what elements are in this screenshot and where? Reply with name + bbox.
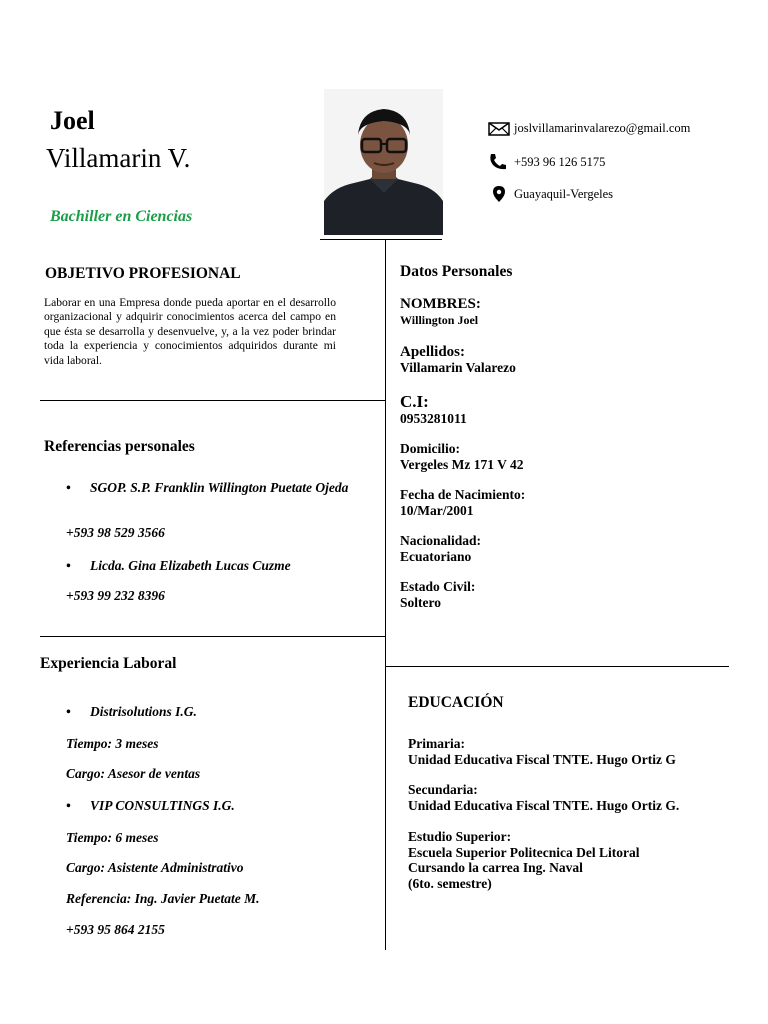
- divider-references: [40, 636, 385, 637]
- divider-objective: [40, 400, 385, 401]
- field-value: Vergeles Mz 171 V 42: [400, 457, 524, 472]
- contact-location: [488, 186, 613, 202]
- field-label: Domicilio:: [400, 441, 460, 456]
- bullet: •: [66, 704, 71, 719]
- job-time: Tiempo: 3 meses: [66, 736, 159, 751]
- location-text: Guayaquil-Vergeles: [514, 186, 614, 201]
- field-value: 0953281011: [400, 411, 467, 426]
- field-label: Fecha de Nacimiento:: [400, 487, 526, 502]
- reference-name: Licda. Gina Elizabeth Lucas Cuzme: [90, 558, 291, 573]
- reference-phone: +593 98 529 3566: [66, 525, 165, 540]
- reference-item: [66, 558, 356, 574]
- last-name: Villamarin V.: [46, 143, 191, 173]
- field-label: Estado Civil:: [400, 579, 476, 594]
- divider-personal: [385, 666, 729, 667]
- field-value: 10/Mar/2001: [400, 503, 474, 518]
- field-value: Willington Joel: [400, 313, 479, 327]
- reference-phone: +593 99 232 8396: [66, 588, 165, 603]
- education-label: Primaria:: [408, 736, 465, 751]
- job-company: VIP CONSULTINGS I.G.: [90, 798, 235, 813]
- education-line: Cursando la carrea Ing. Naval: [408, 860, 583, 875]
- job-role: Cargo: Asistente Administrativo: [66, 860, 244, 875]
- experience-heading: Experiencia Laboral: [40, 655, 177, 672]
- field-value: Soltero: [400, 595, 441, 610]
- reference-item: [66, 480, 356, 496]
- job-time: Tiempo: 6 meses: [66, 830, 159, 845]
- job-reference-phone: +593 95 864 2155: [66, 922, 165, 937]
- education-line: Escuela Superior Politecnica Del Litoral: [408, 844, 640, 860]
- field-label: Nacionalidad:: [400, 533, 482, 548]
- field-label: C.I:: [400, 392, 429, 411]
- education-item: [408, 829, 639, 891]
- contact-email[interactable]: [488, 121, 690, 136]
- education-label: Secundaria:: [408, 782, 478, 797]
- profile-photo: [324, 89, 443, 235]
- job-reference: Referencia: Ing. Javier Puetate M.: [66, 891, 260, 906]
- job-company: Distrisolutions I.G.: [90, 704, 197, 719]
- phone-icon: [488, 153, 514, 171]
- job-role: Cargo: Asesor de ventas: [66, 766, 201, 781]
- field-label: NOMBRES:: [400, 296, 481, 312]
- references-heading: Referencias personales: [44, 438, 195, 455]
- education-label: Estudio Superior:: [408, 829, 512, 844]
- objective-heading: OBJETIVO PROFESIONAL: [45, 265, 241, 282]
- job-item: [66, 704, 356, 720]
- envelope-icon: [488, 122, 514, 136]
- objective-text: Laborar en una Empresa donde pueda aportar en el desarrollo organizacional y adquirir conocimientos acerca del campo en que ésta se desarrolla y desenvuelve, y, a la vez poder brindar toda la experiencia y conocimientos adquiridos durante mi vida laboral.: [44, 296, 336, 367]
- bullet: •: [66, 558, 71, 573]
- phone-text: +593 96 126 5175: [514, 154, 606, 169]
- photo-underline: [320, 239, 442, 240]
- field-value: Ecuatoriano: [400, 549, 472, 564]
- first-name: Joel: [50, 106, 95, 135]
- education-heading: EDUCACIÓN: [408, 694, 504, 711]
- professional-title: Bachiller en Ciencias: [50, 208, 193, 225]
- education-item: [408, 736, 676, 767]
- email-text: joslvillamarinvalarezo@gmail.com: [514, 121, 691, 135]
- location-pin-icon: [488, 186, 514, 202]
- education-line: Unidad Educativa Fiscal TNTE. Hugo Ortiz G.: [408, 797, 680, 813]
- personal-heading: Datos Personales: [400, 263, 513, 280]
- bullet: •: [66, 480, 71, 495]
- reference-name: SGOP. S.P. Franklin Willington Puetate Ojeda: [90, 480, 349, 495]
- field-label: Apellidos:: [400, 344, 466, 360]
- education-item: [408, 782, 679, 813]
- profile-photo-image: [324, 89, 443, 235]
- contact-phone[interactable]: [488, 153, 605, 171]
- bullet: •: [66, 798, 71, 813]
- field-value: Villamarin Valarezo: [400, 360, 516, 375]
- education-line: Unidad Educativa Fiscal TNTE. Hugo Ortiz G: [408, 751, 676, 767]
- education-line: (6to. semestre): [408, 875, 492, 891]
- job-item: [66, 798, 356, 814]
- column-divider: [385, 240, 386, 950]
